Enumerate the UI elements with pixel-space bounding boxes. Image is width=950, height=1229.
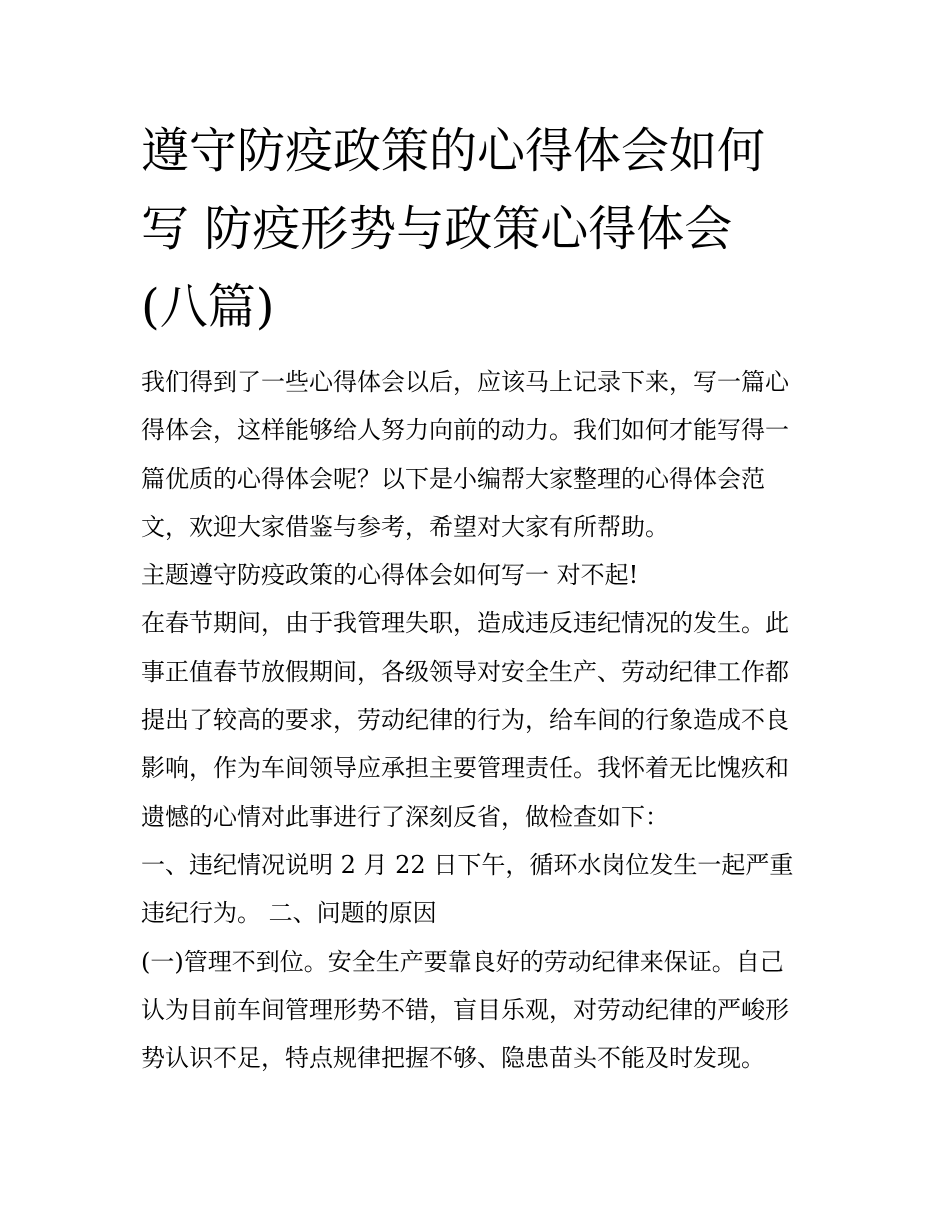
body-line: 得体会，这样能够给人努力向前的动力。我们如何才能写得一: [141, 416, 789, 445]
body-line: 势认识不足，特点规律把握不够、隐患苗头不能及时发现。: [141, 1044, 765, 1073]
document-title: [141, 112, 821, 346]
title-line: (八篇): [141, 279, 275, 335]
body-line: 一、违纪情况说明 2 月 22 日下午，循环水岗位发生一起严重: [141, 850, 794, 879]
body-line: 在春节期间，由于我管理失职，造成违反违纪情况的发生。此: [141, 609, 789, 638]
body-line: 主题遵守防疫政策的心得体会如何写一 对不起!: [141, 561, 639, 590]
title-line: 遵守防疫政策的心得体会如何: [141, 123, 766, 179]
body-line: 篇优质的心得体会呢？以下是小编帮大家整理的心得体会范: [141, 464, 765, 493]
body-line: 影响，作为车间领导应承担主要管理责任。我怀着无比愧疚和: [141, 754, 789, 783]
body-line: 我们得到了一些心得体会以后，应该马上记录下来，写一篇心: [141, 368, 789, 396]
document-body: [141, 358, 821, 1082]
title-line: 写 防疫形势与政策心得体会: [141, 201, 733, 257]
body-line: 事正值春节放假期间，各级领导对安全生产、劳动纪律工作都: [141, 657, 789, 686]
body-line: 违纪行为。 二、问题的原因: [141, 899, 437, 928]
body-line: (一)管理不到位。安全生产要靠良好的劳动纪律来保证。自己: [141, 947, 784, 976]
body-line: 遗憾的心情对此事进行了深刻反省，做检查如下：: [141, 802, 669, 831]
body-line: 提出了较高的要求，劳动纪律的行为，给车间的行象造成不良: [141, 706, 789, 735]
body-line: 认为目前车间管理形势不错，盲目乐观，对劳动纪律的严峻形: [141, 995, 789, 1024]
body-line: 文，欢迎大家借鉴与参考，希望对大家有所帮助。: [141, 512, 669, 541]
